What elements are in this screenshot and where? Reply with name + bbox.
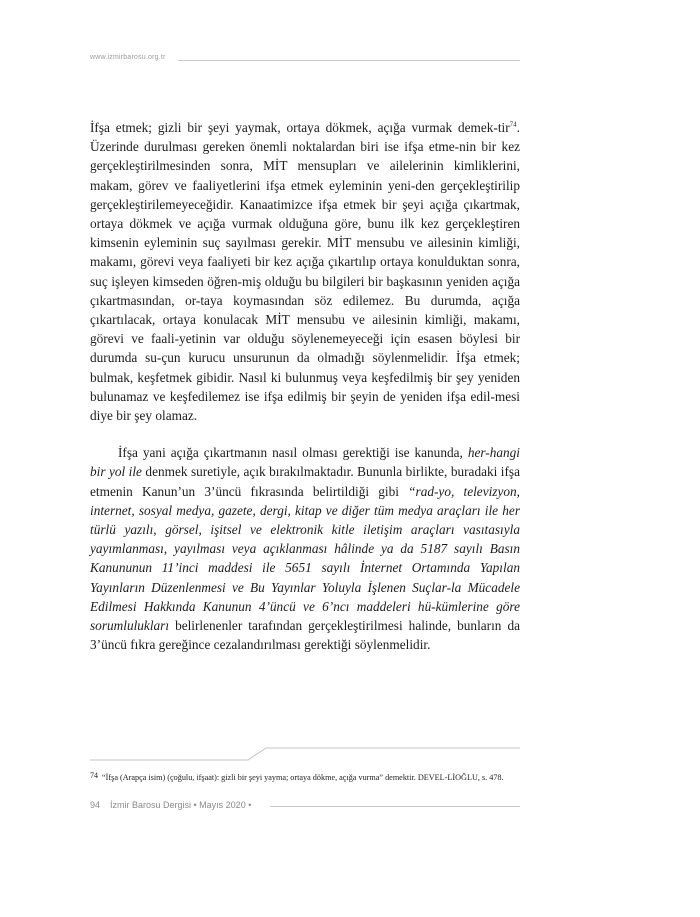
paragraph-2 xyxy=(90,443,520,654)
paragraph-2-text-b: denmek suretiyle, açık bırakılmaktadır. Bununla birlikte, buradaki ifşa etmenin Kanun’un 3’üncü fıkrasında belirtildiği gibi xyxy=(90,464,521,499)
header-rule xyxy=(178,60,520,61)
paragraph-2-italic-b: “rad-yo, televizyon, internet, sosyal medya, gazete, dergi, kitap ve diğer tüm medya araçları ile her türlü yazılı, görsel, işitsel ve elektronik kitle iletişim araçları vasıtasıyla yayımlanması, yayılması veya açıklanması hâlinde ya da 5187 sayılı Basın Kanununun 11’inci maddesi ile 5651 sayılı İnternet Ortamında Yapılan Yayınların Düzenlenmesi ve Bu Yayınlar Yoluyla İşlenen Suçlar-la Mücadele Edilmesi Hakkında Kanunun 4’üncü ve 6’ncı maddeleri hü-kümlerine göre sorumlulukları xyxy=(90,483,520,634)
footer-rule xyxy=(270,806,520,807)
footnote-separator xyxy=(90,746,520,762)
footnote xyxy=(90,770,520,783)
header-url: www.izmirbarosu.org.tr xyxy=(90,54,166,61)
paragraph-1-text-b: . Üzerinde durulması gereken önemli noktalardan biri ise ifşa etme-nin bir kez gerçekleştirilmesinden sonra, MİT mensupları ve ailelerinin kimliklerini, makam, görev ve faaliyetlerini ifşa etmek eyleminin yeni-den gerçekleştirilip gerçekleştirilemeyeceğidir. Kanaatimizce ifşa etmek bir şeyi açığa çıkartmak, ortaya dökmek ve açığa vurmak olduğuna göre, bunu ilk kez gerçekleştiren kimsenin eyleminin suç sayılması gerekir. MİT mensubu ve ailesinin kimliği, makamı, görevi veya faaliyeti bir kez açığa çıkartılıp ortaya konulduktan sonra, suç işleyen kimseden öğren-miş olduğu bu bilgileri bir başkasının yeniden açığa çıkartmasından, or-taya koymasından söz edilemez. Bu durumda, açığa çıkartılacak, ortaya konulacak MİT mensubu ve ailesinin kimliği, makamı, görevi ve faali-yetinin var olduğu söylenemeyeceği için esasen böylesi bir durumda su-çun kurucu unsurunun da olmadığı söylenmelidir. İfşa etmek; bulmak, keşfetmek gibidir. Nasıl ki bulunmuş veya keşfedilmiş bir şey yeniden bulunamaz ve keşfedilemez ise ifşa edilmiş bir şeyin de yeniden ifşa edil-mesi diye bir şey olamaz. xyxy=(90,120,520,424)
body-text xyxy=(90,118,520,654)
paragraph-1-text-a: İfşa etmek; gizli bir şeyi yaymak, ortaya dökmek, açığa vurmak demek-tir xyxy=(90,120,510,135)
footnote-ref: 74 xyxy=(509,120,517,129)
paragraph-2-italic-a: her-hangi bir yol ile xyxy=(90,445,520,480)
paragraph-2-text-a: İfşa yani açığa çıkartmanın nasıl olması gerektiği ise kanunda, xyxy=(118,445,468,461)
page-footer xyxy=(90,800,520,814)
page-header xyxy=(90,54,520,66)
footnote-text: “İfşa (Arapça isim) (çoğulu, ifşaat): gizli bir şeyi yayma; ortaya dökme, açığa vurma” demektir. DEVEL-LİOĞLU, s. 478. xyxy=(102,773,504,782)
paragraph-1 xyxy=(90,118,520,425)
page-number: 94 xyxy=(90,800,101,810)
paragraph-2-text-c: belirlenenler tarafından gerçekleştirilmesi halinde, bunların da 3’üncü fıkra gereğince cezalandırılması gerektiği söylenmelidir. xyxy=(90,618,520,653)
footnote-number: 74 xyxy=(90,771,98,780)
journal-name: İzmir Barosu Dergisi • Mayıs 2020 • xyxy=(110,800,252,810)
